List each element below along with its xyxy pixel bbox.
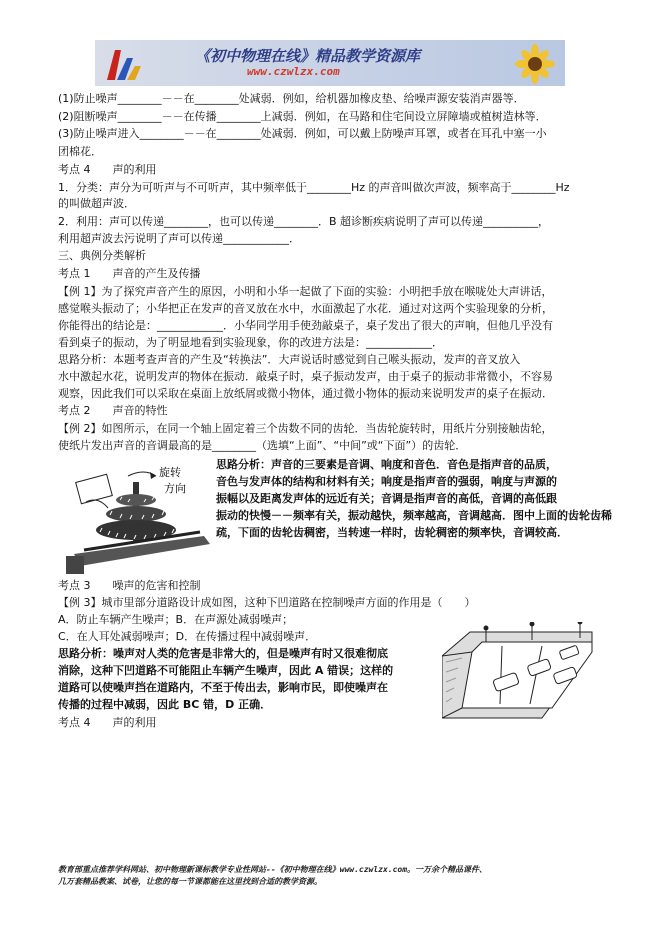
sunken-road-figure (442, 622, 602, 720)
text-line: 利用超声波去污说明了声可以传递____________． (58, 232, 300, 245)
banner-title: 《初中物理在线》精品教学资源库 (195, 47, 421, 65)
section-heading: 三、典例分类解析 (58, 249, 146, 262)
text-line: 1．分类：声分为可听声与不可听声，其中频率低于________Hz 的声音叫做次声波，频率高于________Hz (58, 181, 570, 194)
text-line: (1)防止噪声________－－在________处减弱．例如，给机器加橡皮垫、给噪声源安装消声器等． (58, 92, 525, 105)
analysis-line: 思路分析：噪声对人类的危害是非常大的，但是噪声有时又很难彻底 (58, 647, 388, 660)
sunflower-icon (501, 42, 561, 86)
banner-url: www.czwlzx.com (247, 65, 340, 78)
header-banner (95, 40, 565, 86)
text-line: (3)防止噪声进入________－－在________处减弱．例如，可以戴上防噪声耳罩，或者在耳孔中塞一小 (58, 127, 547, 140)
text-line: 【例 1】为了探究声音产生的原因，小明和小华一起做了下面的实验：小明把手放在喉咙处大声讲话， (58, 285, 553, 298)
text-line: 看到桌子的振动，为了明显地看到实验现象，你的改进方法是：____________． (58, 336, 443, 349)
analysis-line: 传播的过程中减弱，因此 BC 错，D 正确． (58, 698, 272, 711)
text-line: 的叫做超声波． (58, 197, 135, 210)
section-heading: 考点 3 噪声的危害和控制 (58, 579, 201, 592)
option-line: C．在人耳处减弱噪声；D．在传播过程中减弱噪声． (58, 630, 317, 643)
rotation-label-bottom: 方向 (164, 482, 186, 495)
page-footer (58, 864, 618, 888)
analysis-line: 思路分析：声音的三要素是音调、响度和音色．音色是指声音的品质， (216, 458, 557, 471)
analysis-line: 消除，这种下凹道路不可能阻止车辆产生噪声，因此 A 错误；这样的 (58, 664, 394, 677)
gear-figure (64, 458, 214, 576)
analysis-line: 水中激起水花，说明发声的物体在振动．敲桌子时，桌子振动发声，由于桌子的振动非常微小，不容易 (58, 370, 553, 383)
analysis-line: 音色与发声体的结构和材料有关；响度是指声音的强弱，响度与声源的 (216, 475, 557, 488)
footer-line: 几万套精品教案、试卷，让您的每一节课都能在这里找到合适的教学资源。 (58, 877, 322, 886)
text-line: 【例 3】城市里部分道路设计成如图，这种下凹道路在控制噪声方面的作用是（ ） (58, 596, 476, 609)
text-line: 【例 2】如图所示，在同一个轴上固定着三个齿数不同的齿轮．当齿轮旋转时，用纸片分别接触齿轮， (58, 422, 553, 435)
text-line: 2．利用：声可以传递________，也可以传递________．B 超诊断疾病说明了声可以传递__________， (58, 215, 550, 228)
text-line: (2)阻断噪声________－－在传播________上减弱．例如，在马路和住宅间设立屏障墙或植树造林等． (58, 110, 547, 123)
section-heading: 考点 2 声音的特性 (58, 404, 168, 417)
rotation-label-top: 旋转 (159, 466, 181, 479)
text-line: 你能得出的结论是：____________．小华同学用手使劲敲桌子，桌子发出了很大的声响，但他几乎没有 (58, 319, 553, 332)
text-line: 感觉喉头振动了；小华把正在发声的音叉放在水中，水面激起了水花．通过对这两个实验现象的分析， (58, 302, 553, 315)
option-line: A．防止车辆产生噪声；B．在声源处减弱噪声； (58, 613, 294, 626)
analysis-line: 疏，下面的齿轮齿稠密，当转速一样时，齿轮稠密的频率快，音调较高． (216, 526, 568, 539)
analysis-line: 观察，因此我们可以采取在桌面上放纸屑或微小物体，通过微小物体的振动来说明发声的桌子在振动． (58, 387, 553, 400)
text-line: 使纸片发出声音的音调最高的是________（选填“上面”、“中间”或“下面”）的齿轮． (58, 439, 467, 452)
analysis-line: 思路分析：本题考查声音的产生及“转换法”．大声说话时感觉到自己喉头振动，发声的音叉放入 (58, 353, 521, 366)
analysis-line: 道路可以使噪声挡在道路内，不至于传出去，影响市民，即使噪声在 (58, 681, 388, 694)
section-heading: 考点 4 声的利用 (58, 163, 157, 176)
section-heading: 考点 1 声音的产生及传播 (58, 267, 201, 280)
section-heading: 考点 4 声的利用 (58, 716, 157, 729)
analysis-line: 振幅以及距离发声体的远近有关；音调是指声音的高低，音调的高低跟 (216, 492, 557, 505)
text-line: 团棉花． (58, 145, 102, 158)
site-logo-icon (101, 44, 145, 82)
footer-line: 教育部重点推荐学科网站、初中物理新课标教学专业性网站--《初中物理在线》www.czwlzx.com。一万余个精品课件、 (58, 865, 488, 874)
analysis-line: 振动的快慢－－频率有关，振动越快，频率越高，音调越高．图中上面的齿轮齿稀 (216, 509, 612, 522)
